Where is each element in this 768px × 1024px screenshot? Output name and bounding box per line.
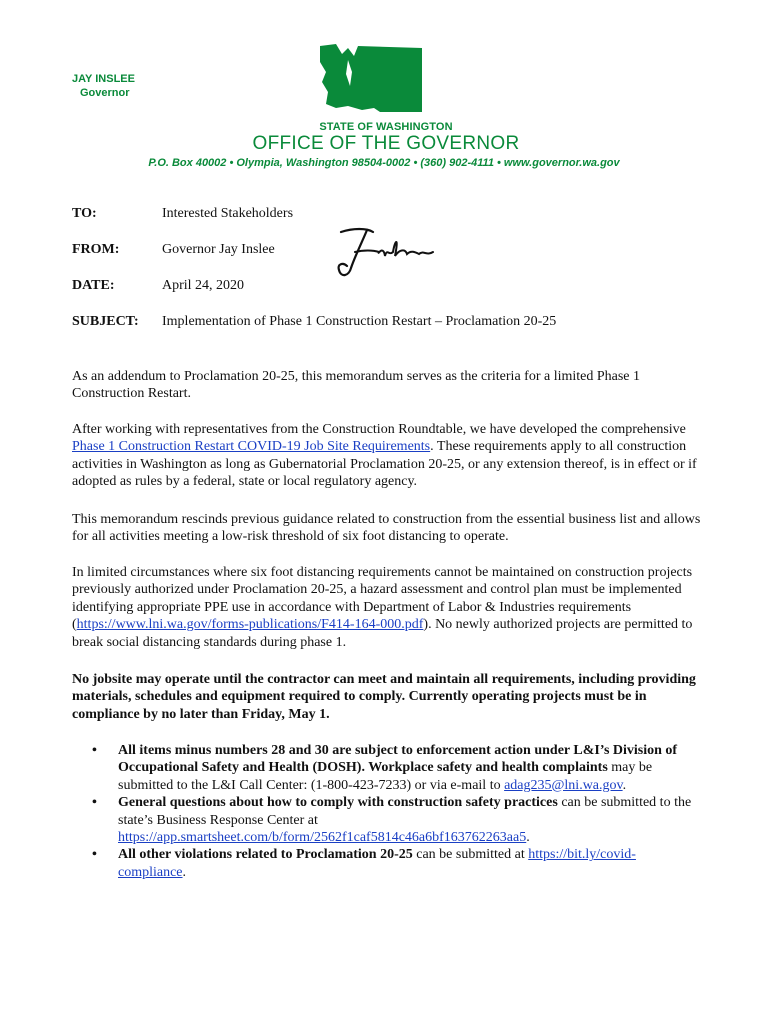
bullet-1-text: may be submitted to the L&I Call Center: (1-800-423-7233) or via e-mail to (118, 760, 653, 793)
bullet-1-bold: All items minus numbers 28 and 30 are subject to enforcement action under L&I’s Division of Occupational Safety and Health (DOSH). Workplace safety and health complaints (118, 743, 678, 776)
paragraph-3-text: This memorandum rescinds previous guidance related to construction from the essential business list and allows for all activities meeting a low-risk threshold of six foot distancing to operate. (72, 512, 701, 545)
paragraph-3 (72, 511, 702, 546)
bullet-3-text: can be submitted at (412, 847, 529, 863)
paragraph-1 (72, 368, 702, 403)
bullet-2-text: can be submitted to the state’s Business Response Center at (118, 795, 692, 828)
from-label: FROM: (72, 242, 120, 257)
to-value: Interested Stakeholders (162, 206, 294, 221)
list-item (72, 846, 692, 881)
date-value: April 24, 2020 (162, 278, 245, 293)
bullet-2-end: . (526, 830, 530, 846)
paragraph-2-tail: . These requirements apply to all construction activities in Washington as long as Gubernatorial Proclamation 20-25, or any extension thereof, is in effect or if adopted as rules by a federal, state or local regulatory agency. (72, 439, 697, 490)
dosh-email-link[interactable]: adag235@lni.wa.gov (504, 777, 623, 793)
governor-block (72, 72, 135, 100)
state-heading: STATE OF WASHINGTON (319, 121, 453, 133)
date-label: DATE: (72, 278, 115, 293)
paragraph-2 (72, 421, 702, 491)
bullet-icon: • (92, 847, 97, 863)
job-site-requirements-link[interactable]: Phase 1 Construction Restart COVID-19 Job Site Requirements (72, 439, 431, 455)
paragraph-2-lead: After working with representatives from the Construction Roundtable, we have developed the comprehensive (72, 422, 686, 437)
bullet-1-end: . (622, 777, 627, 793)
paragraph-2-text (72, 421, 702, 491)
bullet-2-bold: General questions about how to comply with construction safety practices (118, 795, 558, 811)
bullet-icon: • (92, 743, 97, 758)
bullet-3-bold: All other violations related to Proclamation 20-25 (118, 847, 413, 863)
bullet-3-end: . (182, 864, 187, 880)
bullet-icon: • (92, 795, 97, 811)
washington-state-seal-icon (318, 42, 424, 114)
governor-title: Governor (80, 87, 130, 99)
subject-label: SUBJECT: (72, 314, 139, 329)
paragraph-5 (72, 671, 702, 723)
list-item (72, 794, 692, 846)
office-address: P.O. Box 40002 • Olympia, Washington 98504-0002 • (360) 902-4111 • www.governor.wa.gov (148, 157, 620, 169)
paragraph-4 (72, 564, 702, 651)
from-value: Governor Jay Inslee (162, 242, 275, 257)
lni-ppe-link[interactable]: https://www.lni.wa.gov/forms-publications/F414-164-000.pdf (76, 617, 424, 633)
paragraph-4-lead: In limited circumstances where six foot distancing requirements cannot be maintained on construction projects previously authorized under Proclamation 20-25, a hazard assessment and control plan must be implemented identifying appropriate PPE use in accordance with Department of Labor & Industries requirements ( (72, 565, 693, 633)
list-item (72, 742, 692, 794)
paragraph-4-tail: ). No newly authorized projects are permitted to break social distancing standards during phase 1. (72, 617, 693, 650)
governor-name: JAY INSLEE (72, 73, 135, 85)
smartsheet-form-link[interactable]: https://app.smartsheet.com/b/form/2562f1caf5814c46a6bf163762263aa5 (118, 830, 527, 846)
office-heading: OFFICE OF THE GOVERNOR (252, 133, 520, 154)
paragraph-4-text (72, 564, 702, 651)
covid-compliance-link[interactable]: https://bit.ly/covid-compliance (118, 847, 636, 880)
paragraph-1-text: As an addendum to Proclamation 20-25, this memorandum serves as the criteria for a limited Phase 1 Construction Restart. (72, 369, 641, 402)
subject-value: Implementation of Phase 1 Construction Restart – Proclamation 20-25 (162, 314, 557, 329)
signature-icon (333, 226, 438, 280)
paragraph-5-text: No jobsite may operate until the contractor can meet and maintain all requirements, including providing materials, schedules and equipment required to comply. Currently operating projects must be in compliance by no later than Friday, May 1. (72, 672, 696, 722)
to-label: TO: (72, 206, 97, 221)
contact-bullet-list (72, 742, 692, 881)
